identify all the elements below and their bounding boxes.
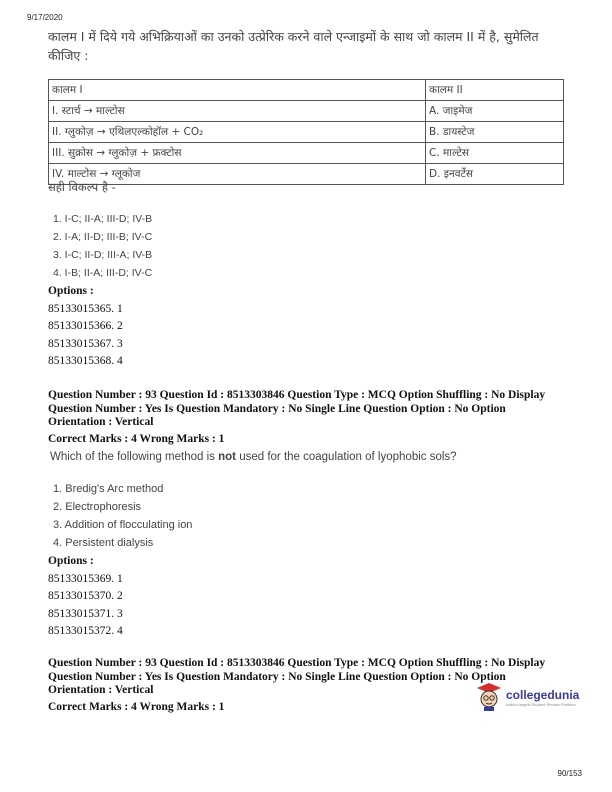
table-row	[49, 101, 564, 122]
list-item: 1. I-C; II-A; III-D; IV-B	[53, 213, 153, 225]
list-item: 3. I-C; II-D; III-A; IV-B	[53, 249, 153, 261]
table-cell: I. स्टार्च → माल्टोस	[49, 101, 426, 122]
option-id: 85133015370. 2	[48, 590, 123, 602]
q92-options	[48, 283, 123, 371]
q92-prompt: सही विकल्प है -	[48, 180, 116, 194]
q93-text-before: Which of the following method is	[50, 451, 219, 463]
q93-repeat-meta-line3: Orientation : Vertical	[48, 684, 154, 696]
page-number: 90/153	[557, 769, 582, 778]
q93-repeat-meta-line2: Question Number : Yes Is Question Mandatory : No Single Line Question Option : No Option	[48, 670, 506, 683]
q92-choice-list	[53, 210, 152, 282]
collegedunia-logo	[476, 679, 586, 715]
option-id: 85133015366. 2	[48, 320, 123, 332]
q93-repeat-marks: Correct Marks : 4 Wrong Marks : 1	[48, 700, 225, 713]
print-date: 9/17/2020	[27, 13, 63, 22]
table-row	[49, 143, 564, 164]
option-id: 85133015372. 4	[48, 625, 123, 637]
option-id: 85133015371. 3	[48, 607, 123, 620]
q93-meta-line1: Question Number : 93 Question Id : 8513303846 Question Type : MCQ Option Shuffling : No Display	[48, 389, 546, 401]
table-cell: II. ग्लुकोज़ → एथिलएल्कोहॉल + CO₂	[49, 122, 426, 143]
options-label: Options :	[48, 555, 94, 567]
q93-marks: Correct Marks : 4 Wrong Marks : 1	[48, 432, 225, 445]
option-id: 85133015368. 4	[48, 355, 123, 367]
option-id: 85133015367. 3	[48, 337, 123, 350]
q93-text-after: used for the coagulation of lyophobic sols?	[236, 451, 457, 463]
q93-options	[48, 553, 123, 641]
q93-meta-line2: Question Number : Yes Is Question Mandatory : No Single Line Question Option : No Option	[48, 402, 506, 415]
q93-text-emphasis: not	[218, 451, 236, 463]
table-cell: III. सुक्रोस → ग्लुकोज़ + फ्रक्टोस	[49, 143, 426, 164]
table-cell: D. इनवर्टेस	[426, 164, 564, 185]
table-cell: IV. माल्टोस → ग्लूकोज	[49, 164, 426, 185]
q93-question-text	[50, 451, 457, 463]
table-header-col2: कालम II	[426, 80, 564, 101]
q92-instruction	[48, 27, 563, 65]
table-row	[49, 122, 564, 143]
table-header-col1: कालम I	[49, 80, 426, 101]
list-item: 3. Addition of flocculating ion	[53, 519, 193, 531]
option-id: 85133015369. 1	[48, 572, 123, 585]
table-cell: B. डायस्टेज	[426, 122, 564, 143]
table-cell: C. माल्टेस	[426, 143, 564, 164]
logo-tagline: India's largest Student Review Platform	[506, 701, 576, 707]
q93-meta	[48, 389, 578, 446]
list-item: 4. I-B; II-A; III-D; IV-C	[53, 267, 153, 279]
table-cell: A. जाइमेज	[426, 101, 564, 122]
graduate-mascot-icon	[476, 682, 502, 712]
options-label: Options :	[48, 285, 94, 297]
list-item: 4. Persistent dialysis	[53, 537, 154, 549]
table-row	[49, 164, 564, 185]
table-header-row	[49, 80, 564, 101]
q92-instruction-line2: कीजिए :	[48, 48, 89, 63]
q93-choice-list	[53, 480, 192, 552]
option-id: 85133015365. 1	[48, 302, 123, 315]
q92-instruction-line1: कालम I में दिये गये अभिक्रियाओं का उनको उत्प्रेरिक करने वाले एन्जाइमों के साथ जो कालम II में है, सुमेलित	[48, 29, 539, 44]
match-table	[48, 79, 564, 185]
list-item: 2. I-A; II-D; III-B; IV-C	[53, 231, 153, 243]
q93-meta-line3: Orientation : Vertical	[48, 416, 154, 428]
logo-name: collegedunia	[506, 687, 580, 702]
q93-repeat-meta-line1: Question Number : 93 Question Id : 8513303846 Question Type : MCQ Option Shuffling : No Display	[48, 657, 546, 669]
list-item: 1. Bredig's Arc method	[53, 483, 164, 495]
list-item: 2. Electrophoresis	[53, 501, 142, 513]
